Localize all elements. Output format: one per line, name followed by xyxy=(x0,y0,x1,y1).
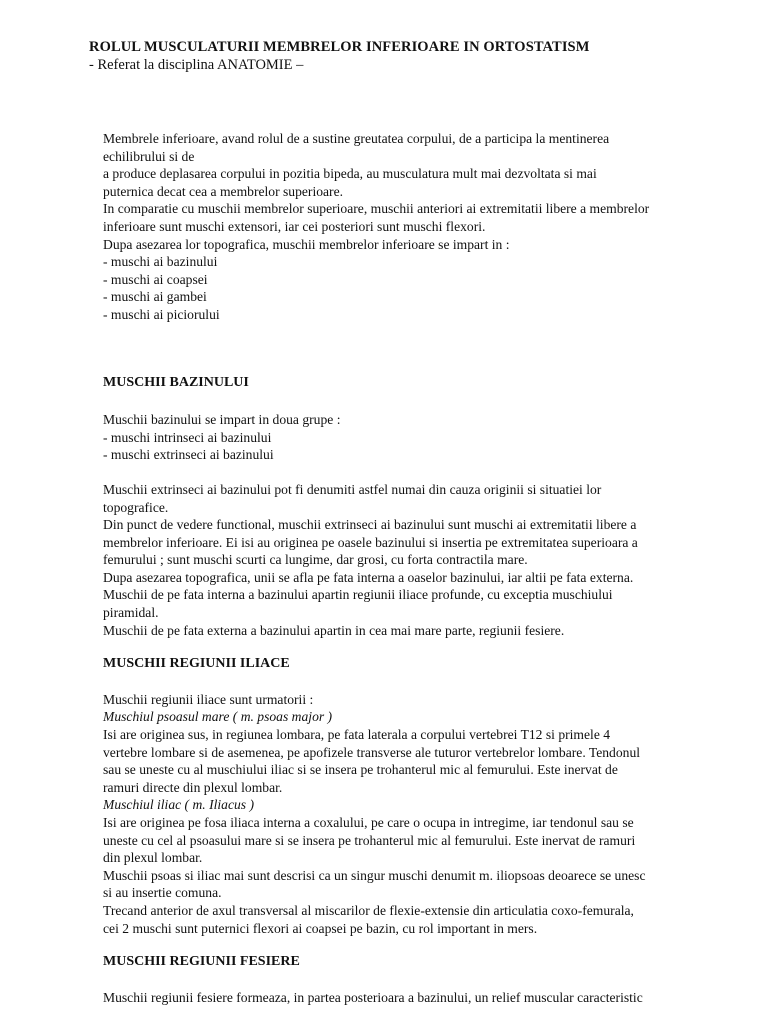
bazin-line: Muschii de pe fata externa a bazinului apartin in cea mai mare parte, regiunii fesiere. xyxy=(103,622,565,638)
intro-paragraph xyxy=(103,130,723,324)
intro-line: a produce deplasarea corpului in pozitia bipeda, au musculatura mult mai dezvoltata si mai xyxy=(103,166,597,182)
iliac-line: Trecand anterior de axul transversal al miscarilor de flexie-extensie din articulatia coxo-femurala, xyxy=(103,902,634,918)
iliaca-intro: Muschii regiunii iliace sunt urmatorii : xyxy=(103,691,314,707)
bazin-line: topografice. xyxy=(103,499,169,515)
intro-line: In comparatie cu muschii membrelor superioare, muschii anteriori ai extremitatii libere a membrelor xyxy=(103,201,650,217)
psoas-line: ramuri directe din plexul lombar. xyxy=(103,779,283,795)
bazin-line: femurului ; sunt muschi scurti ca lungime, dar grosi, cu forta contractila mare. xyxy=(103,552,528,568)
iliac-line: din plexul lombar. xyxy=(103,850,203,866)
intro-line: Dupa asezarea lor topografica, muschii membrelor inferioare se impart in : xyxy=(103,236,510,252)
iliac-line: cei 2 muschi sunt puternici flexori ai coapsei pe bazin, cu rol important in mers. xyxy=(103,920,538,936)
iliac-title: Muschiul iliac ( m. Iliacus ) xyxy=(103,797,255,813)
bazin-line: Muschii extrinseci ai bazinului pot fi denumiti astfel numai din cauza originii si situatiei lor xyxy=(103,481,602,497)
document-body xyxy=(103,130,723,1006)
fesiera-line: Muschii regiunii fesiere formeaza, in partea posterioara a bazinului, un relief muscular caracteristic xyxy=(103,989,643,1005)
bazin-line: piramidal. xyxy=(103,605,159,621)
fesiera-paragraph xyxy=(103,989,723,1007)
intro-line: echilibrului si de xyxy=(103,148,195,164)
psoas-line: Isi are originea sus, in regiunea lombara, pe fata laterala a corpului vertebrei T12 si primele 4 xyxy=(103,727,611,743)
iliaca-paragraph xyxy=(103,691,723,937)
psoas-line: sau se uneste cu al muschiului iliac si se insera pe trohanterul mic al femurului. Este inervat de xyxy=(103,762,618,778)
document-title: ROLUL MUSCULATURII MEMBRELOR INFERIOARE IN ORTOSTATISM xyxy=(89,39,590,55)
bazin-line: membrelor inferioare. Ei isi au originea pe oasele bazinului si insertia pe extremitatea superioara a xyxy=(103,534,638,550)
iliac-line: Isi are originea pe fosa iliaca interna a coxalului, pe care o ocupa in intregime, iar tendonul sau se xyxy=(103,815,634,830)
intro-list-item: - muschi ai piciorului xyxy=(103,306,220,322)
bazin-line: Muschii de pe fata interna a bazinului apartin regiunii iliace profunde, cu exceptia muschiului xyxy=(103,587,613,603)
section-heading-bazin: MUSCHII BAZINULUI xyxy=(103,374,249,390)
bazin-line: Din punct de vedere functional, muschii extrinseci ai bazinului sunt muschi ai extremitatii libere a xyxy=(103,517,637,533)
intro-line: Membrele inferioare, avand rolul de a sustine greutatea corpului, de a participa la mentinerea xyxy=(103,131,610,146)
iliac-line: si au insertie comuna. xyxy=(103,885,222,901)
bazin-groups-item: - muschi intrinseci ai bazinului xyxy=(103,429,272,445)
document-subtitle: - Referat la disciplina ANATOMIE – xyxy=(89,57,304,73)
bazin-groups-item: - muschi extrinseci ai bazinului xyxy=(103,447,274,463)
section-heading-fesiera: MUSCHII REGIUNII FESIERE xyxy=(103,954,300,970)
intro-list-item: - muschi ai bazinului xyxy=(103,254,218,270)
bazin-groups-line: Muschii bazinului se impart in doua grupe : xyxy=(103,412,341,428)
iliac-line: uneste cu cel al psoasului mare si se insera pe trohanterul mic al femurului. Este inervat de ramuri xyxy=(103,832,636,848)
iliac-line: Muschii psoas si iliac mai sunt descrisi ca un singur muschi denumit m. iliopsoas deoarece se unesc xyxy=(103,867,646,883)
bazin-groups xyxy=(103,411,723,464)
section-heading-iliaca: MUSCHII REGIUNII ILIACE xyxy=(103,656,290,672)
intro-list-item: - muschi ai gambei xyxy=(103,289,207,305)
intro-line: puternica decat cea a membrelor superioare. xyxy=(103,183,344,199)
intro-list-item: - muschi ai coapsei xyxy=(103,271,208,287)
psoas-line: vertebre lombare si de asemenea, pe apofizele transverse ale tuturor vertebrelor lombare. Tendonul xyxy=(103,744,641,760)
bazin-paragraph xyxy=(103,481,723,639)
intro-line: inferioare sunt muschi extensori, iar cei posteriori sunt muschi flexori. xyxy=(103,218,486,234)
psoas-title: Muschiul psoasul mare ( m. psoas major ) xyxy=(103,709,333,725)
bazin-line: Dupa asezarea topografica, unii se afla pe fata interna a oaselor bazinului, iar altii pe fata externa. xyxy=(103,569,634,585)
